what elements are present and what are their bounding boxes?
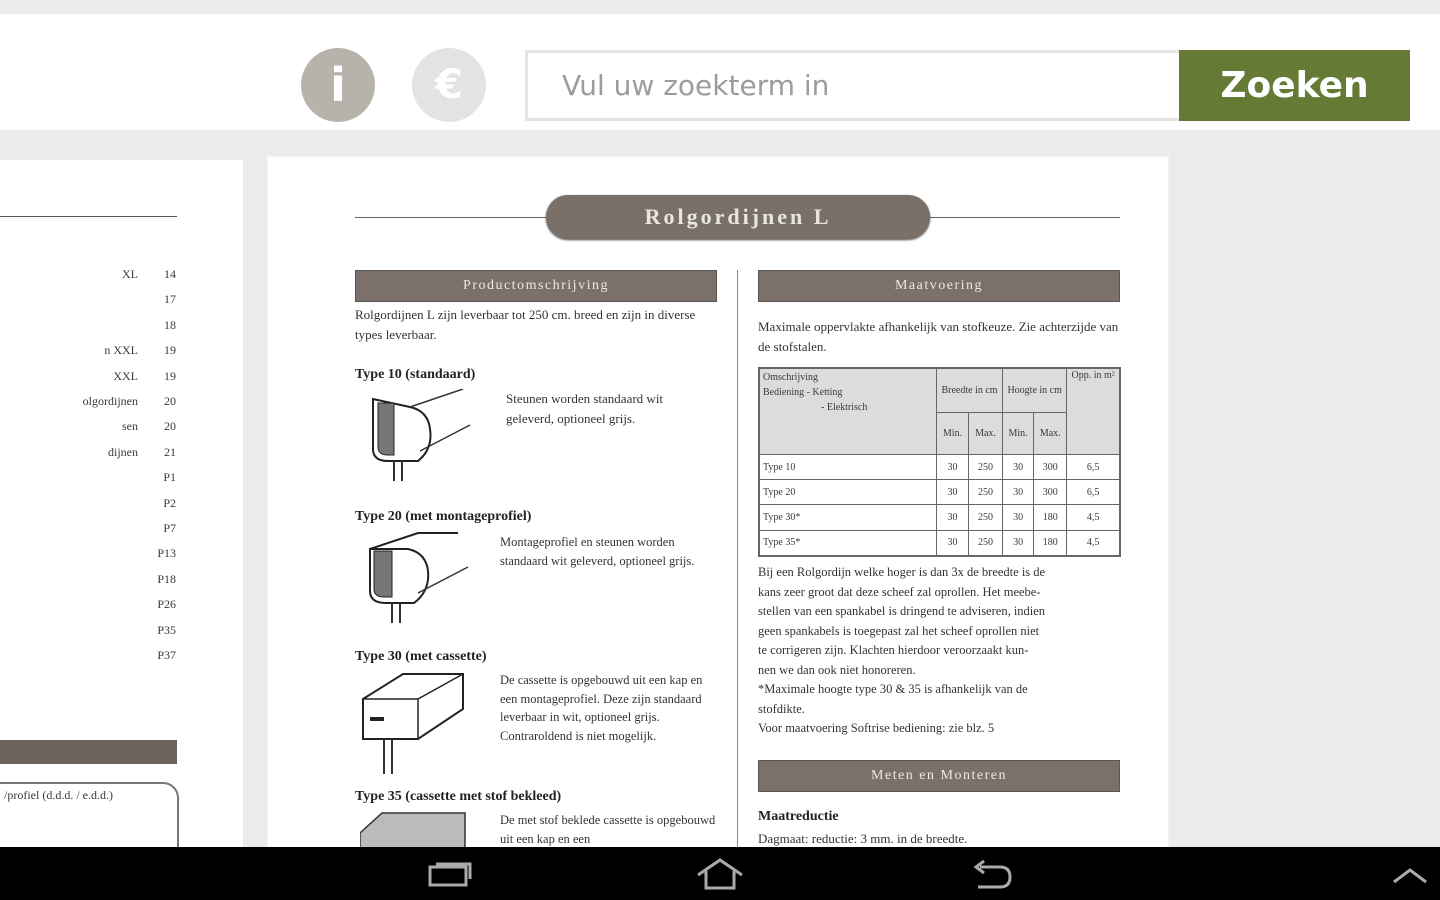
type-30-illustration (358, 669, 478, 779)
app-header (0, 14, 1440, 130)
toc-row[interactable] (0, 292, 178, 312)
note-line: stellen van een spankabel is dringend te adviseren, indien (758, 604, 1046, 618)
type-20-illustration (358, 531, 478, 631)
toc-page-number: 17 (164, 292, 176, 307)
toc-page-number: 20 (164, 419, 176, 434)
toc-row[interactable] (0, 546, 178, 566)
toc-label: sen (122, 419, 138, 434)
note-line: geen spankabels is toegepast zal het scheef oprollen niet (758, 623, 1040, 638)
table-cell: 30 (937, 530, 969, 556)
section-meten-monteren: Meten en Monteren (758, 760, 1120, 792)
maatvoering-intro: Maximale oppervlakte afhankelijk van stofkeuze. Zie achterzijde van de stofstalen. (758, 319, 1119, 354)
previous-page[interactable] (0, 160, 243, 847)
toc-row[interactable] (0, 394, 178, 414)
toc-page-number: P7 (163, 521, 176, 535)
toc-row[interactable] (0, 496, 178, 516)
top-strip (0, 0, 1440, 14)
type-title: Type 20 (met montageprofiel) (355, 509, 532, 524)
table-cell: 250 (968, 530, 1002, 556)
toc-row[interactable] (0, 369, 178, 389)
note-line: *Maximale hoogte type 30 & 35 is afhankelijk van de (758, 682, 1028, 696)
toc-row[interactable] (0, 470, 178, 490)
note-line: stofdikte. (758, 701, 805, 716)
toc-row[interactable] (0, 648, 178, 668)
chevron-up-icon[interactable] (1392, 865, 1428, 885)
table-cell: 30 (1003, 530, 1034, 556)
table-cell: 4,5 (1067, 530, 1120, 556)
type-text: De met stof beklede cassette is opgebouwd uit een kap en een (500, 813, 716, 846)
toc-page-number: P35 (157, 622, 176, 637)
type-title: Type 30 (met cassette) (355, 649, 487, 664)
toc-page-number: P18 (157, 571, 176, 586)
table-cell: 30 (1003, 480, 1034, 505)
toc-page-number: P26 (157, 597, 176, 612)
toc-page-number: P1 (163, 470, 176, 485)
table-cell: 250 (968, 455, 1002, 480)
toc-page-number: 14 (164, 267, 176, 281)
type-text: Steunen worden standaard wit geleverd, optioneel grijs. (506, 391, 664, 426)
info-icon[interactable]: i (301, 48, 375, 122)
section-productomschrijving: Productomschrijving (355, 270, 717, 302)
home-icon[interactable] (694, 857, 746, 891)
type-text: De cassette is opgebouwd uit een kap en een montageprofiel. Deze zijn standaard leverbaar in wit, optioneel grijs. Contraroldend is niet mogelijk. (500, 673, 703, 743)
table-header-line: Bediening - Ketting (763, 387, 843, 398)
toc-page-number: 21 (164, 444, 176, 459)
toc-page-number: P13 (157, 546, 176, 561)
toc-page-number: 19 (164, 368, 176, 383)
table-cell: 300 (1034, 480, 1067, 505)
page-title: Rolgordijnen L (546, 195, 930, 239)
table-header-line: - Elektrisch (821, 402, 868, 413)
toc-label: olgordijnen (82, 394, 138, 408)
table-row (759, 530, 1120, 556)
type-10-illustration (358, 389, 478, 489)
table-subheader: Min. (1003, 412, 1034, 455)
section-maatvoering: Maatvoering (758, 270, 1120, 302)
table-cell: 4,5 (1067, 505, 1120, 530)
toc-page-number: P37 (157, 648, 176, 662)
toc-page-number: 19 (164, 343, 176, 358)
table-row (759, 480, 1120, 505)
note-line: te corrigeren zijn. Klachten hierdoor veroorzaakt kun- (758, 643, 1029, 657)
note-line: Bij een Rolgordijn welke hoger is dan 3x de breedte is de (758, 565, 1046, 579)
type-title: Type 10 (standaard) (355, 367, 476, 382)
type-35-illustration (360, 811, 470, 847)
table-cell: 250 (968, 480, 1002, 505)
table-cell: Type 20 (759, 480, 937, 505)
info-box-text: /profiel (d.d.d. / e.d.d.) (4, 788, 113, 802)
table-cell: 180 (1034, 530, 1067, 556)
note-line: kans zeer groot dat deze scheef zal oprollen. Het meebe- (758, 584, 1041, 599)
table-cell: Type 10 (759, 455, 937, 480)
toc-page-number: P2 (163, 495, 176, 510)
table-cell: 30 (1003, 455, 1034, 480)
type-text: Montageprofiel en steunen worden standaard wit geleverd, optioneel grijs. (500, 535, 695, 568)
table-header-line: Omschrijving (763, 372, 818, 383)
dimensions-table (758, 367, 1121, 557)
column-divider (737, 270, 738, 847)
table-row (759, 505, 1120, 530)
maatvoering-notes (758, 563, 1128, 739)
android-nav-bar (0, 847, 1440, 900)
table-cell: 6,5 (1067, 455, 1120, 480)
info-box (0, 782, 179, 847)
table-cell: 6,5 (1067, 480, 1120, 505)
back-icon[interactable] (970, 859, 1016, 891)
maatreductie-text: Dagmaat: reductie: 3 mm. in de breedte. (758, 831, 968, 846)
table-header-height: Hoogte in cm (1003, 368, 1067, 412)
table-cell: Type 30* (759, 505, 937, 530)
toc-label: XXL (113, 368, 138, 383)
table-cell: 30 (937, 505, 969, 530)
table-subheader: Max. (968, 412, 1002, 455)
toc-label: dijnen (108, 444, 138, 459)
note-line: nen we dan ook niet honoreren. (758, 662, 916, 677)
toc-row[interactable] (0, 267, 178, 287)
table-cell: 30 (1003, 505, 1034, 530)
catalog-viewer[interactable] (0, 130, 1440, 847)
toc-row[interactable] (0, 318, 178, 338)
table-cell: 30 (937, 480, 969, 505)
search-input[interactable] (525, 50, 1180, 121)
table-cell: 30 (937, 455, 969, 480)
table-header-description (759, 368, 937, 455)
table-subheader: Min. (937, 412, 969, 455)
toc-page-number: 18 (164, 317, 176, 332)
toc-row[interactable] (0, 419, 178, 439)
toc-row[interactable] (0, 445, 178, 465)
table-cell: 180 (1034, 505, 1067, 530)
search-placeholder: Vul uw zoekterm in (562, 69, 830, 102)
table-cell: 250 (968, 505, 1002, 530)
intro-text: Rolgordijnen L zijn leverbaar tot 250 cm. breed en zijn in diverse types leverbaar. (355, 307, 696, 342)
section-bar (0, 740, 177, 764)
table-cell: 300 (1034, 455, 1067, 480)
toc-row[interactable] (0, 572, 178, 592)
maatreductie-title: Maatreductie (758, 809, 839, 824)
table-subheader: Max. (1034, 412, 1067, 455)
recent-apps-icon[interactable] (427, 861, 473, 889)
table-header-area: Opp. in m² (1067, 368, 1120, 455)
toc-row[interactable] (0, 623, 178, 643)
toc-label: XL (122, 267, 138, 281)
search-button[interactable]: Zoeken (1179, 50, 1410, 121)
toc-page-number: 20 (164, 394, 176, 408)
table-cell: Type 35* (759, 530, 937, 556)
note-line: Voor maatvoering Softrise bediening: zie blz. 5 (758, 721, 995, 735)
toc-row[interactable] (0, 343, 178, 363)
toc-row[interactable] (0, 521, 178, 541)
type-title: Type 35 (cassette met stof bekleed) (355, 789, 562, 804)
toc-label: n XXL (104, 343, 138, 358)
table-header-width: Breedte in cm (937, 368, 1003, 412)
toc-row[interactable] (0, 597, 178, 617)
divider (0, 216, 177, 217)
catalog-page[interactable] (268, 157, 1168, 847)
table-row (759, 455, 1120, 480)
euro-icon[interactable]: € (412, 48, 486, 122)
